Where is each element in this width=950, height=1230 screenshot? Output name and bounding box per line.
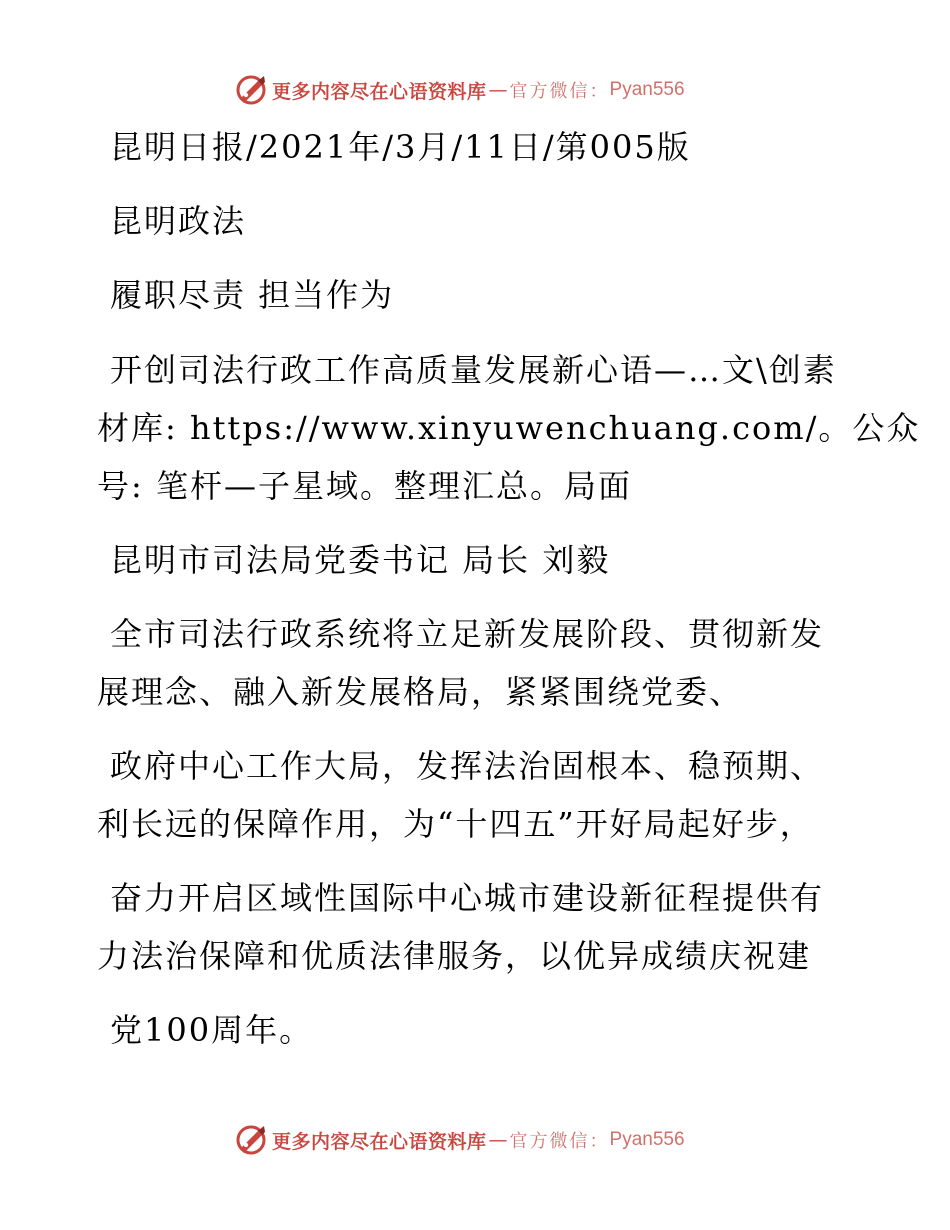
watermark-separator: — bbox=[488, 79, 508, 101]
brand-logo-icon bbox=[234, 1123, 268, 1157]
subheadline-line-3: 号: 笔杆—子星域。整理汇总。局面 bbox=[97, 467, 632, 505]
source-line: 昆明日报/2021年/3月/11日/第005版 bbox=[110, 128, 691, 166]
author-line: 昆明市司法局党委书记 局长 刘毅 bbox=[110, 541, 611, 579]
subheadline-line-1: 开创司法行政工作高质量发展新心语—…文\创素 bbox=[110, 351, 837, 389]
headline: 履职尽责 担当作为 bbox=[110, 276, 395, 314]
watermark-wechat-id: Pyan556 bbox=[609, 1129, 685, 1150]
body-line-2: 展理念、融入新发展格局，紧紧围绕党委、 bbox=[97, 673, 744, 711]
body-line-7: 党100周年。 bbox=[110, 1011, 314, 1049]
body-line-3: 政府中心工作大局，发挥法治固根本、稳预期、 bbox=[110, 747, 825, 785]
brand-logo-icon bbox=[234, 73, 268, 107]
footer-watermark bbox=[234, 1120, 685, 1160]
body-line-1: 全市司法行政系统将立足新发展阶段、贯彻新发 bbox=[110, 615, 825, 653]
watermark-text: 更多内容尽在心语资料库 bbox=[272, 80, 487, 103]
body-line-4: 利长远的保障作用，为“十四五”开好局起好步， bbox=[97, 805, 814, 843]
body-line-6: 力法治保障和优质法律服务，以优异成绩庆祝建 bbox=[97, 937, 812, 975]
watermark-separator: — bbox=[488, 1129, 508, 1151]
subheadline-line-2: 材库: https://www.xinyuwenchuang.com/。公众 bbox=[97, 409, 921, 447]
watermark-text: 更多内容尽在心语资料库 bbox=[272, 1130, 487, 1153]
watermark-official-label: 官方微信： bbox=[509, 81, 610, 102]
header-watermark bbox=[234, 70, 685, 110]
body-line-5: 奋力开启区域性国际中心城市建设新征程提供有 bbox=[110, 879, 825, 917]
watermark-wechat-id: Pyan556 bbox=[609, 79, 685, 100]
watermark-official-label: 官方微信： bbox=[509, 1131, 610, 1152]
section-title: 昆明政法 bbox=[110, 202, 247, 240]
